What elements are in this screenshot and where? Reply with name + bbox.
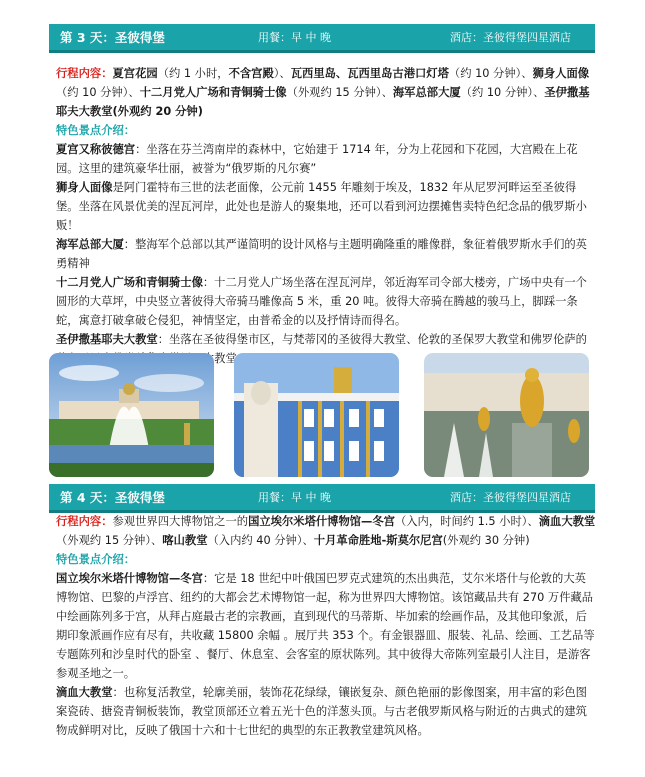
day4-itinerary-segment: 参观世界四大博物馆之一的 — [112, 515, 249, 528]
day4-feature-item — [56, 683, 596, 740]
day4-hotel: 酒店：圣彼得堡四星酒店 — [450, 491, 571, 504]
day4-itinerary-text — [56, 515, 595, 547]
day3-feature-item — [56, 273, 596, 330]
day3-itinerary-segment: （外观约 15 分钟）、 — [286, 86, 393, 99]
day4-feature-text: ：它是 18 世纪中叶俄国巴罗克式建筑的杰出典范，艾尔米塔什与伦敦的大英博物馆、巴黎的卢浮宫、纽约的大都会艺术博物馆一起，称为世界四大博物馆。该馆藏品共有 270 万件藏品中绘画陈列多于宫，从拜占庭最古老的宗教画，直到现代的马蒂斯、毕加索的绘画作品，及其他印象派，后期印象派画作应有尽有，共收藏 15800 余幅 。展厅共 353 个。有金银器皿、服装、礼品、绘画、工艺品等专题陈列和沙皇时代的卧室 、餐厅、休息室、会客室的原状陈列。其中彼得大帝陈列室最引人注目，是游客参观圣地之一。 — [56, 572, 595, 680]
day3-feature-name: 狮身人面像 — [56, 181, 113, 194]
peterhof-fountain-photo — [49, 353, 214, 477]
day4-title: 第 4 天：圣彼得堡 — [60, 490, 165, 505]
day4-meals: 用餐：早 中 晚 — [258, 491, 331, 504]
catherine-palace-photo — [234, 353, 399, 477]
day3-meals: 用餐：早 中 晚 — [258, 31, 331, 44]
day3-features-label: 特色景点介绍： — [56, 124, 136, 137]
day3-itinerary-segment: 不含宫殿 — [228, 67, 274, 80]
day4-itinerary-segment: 滴血大教堂 — [538, 515, 596, 528]
day3-feature-item — [56, 178, 596, 235]
day4-itinerary-segment: 喀山教堂 — [162, 534, 208, 547]
day4-itinerary-segment: 国立埃尔米塔什博物馆—冬宫 — [248, 515, 395, 528]
day3-itinerary-segment: 夏宫花园 — [112, 67, 158, 80]
day3-feature-text: ：坐落在芬兰湾南岸的森林中，它始建于 1714 年，分为上花园和下花园，大宫殿在上花园。这里的建筑豪华壮丽，被誉为“俄罗斯的凡尔赛” — [56, 143, 578, 175]
day3-itinerary-segment: （约 10 分钟）、 — [448, 67, 533, 80]
day3-itinerary-segment: （约 1 小时， — [157, 67, 229, 80]
day3-itinerary — [56, 64, 596, 121]
day4-itinerary — [56, 512, 596, 550]
day3-header-bar — [49, 24, 595, 53]
day3-title: 第 3 天：圣彼得堡 — [60, 30, 165, 45]
day3-features-list — [56, 140, 596, 368]
day3-itinerary-label: 行程内容： — [56, 67, 113, 80]
day3-feature-text: ：整海军个总部以其严谨简明的设计风格与主题明确隆重的雕像群，象征着俄罗斯水手们的英勇精神 — [56, 238, 587, 270]
day4-itinerary-segment: 十月革命胜地-斯莫尔尼宫 — [313, 534, 443, 547]
day4-itinerary-segment: (外观约 30 分钟) — [442, 534, 530, 547]
day4-features-list — [56, 569, 596, 740]
day3-itinerary-segment: 海军总部大厦 — [392, 86, 461, 99]
day3-feature-name: 十二月党人广场和青铜骑士像 — [56, 276, 203, 289]
photo-strip — [49, 353, 595, 477]
day4-feature-name: 滴血大教堂 — [56, 686, 113, 699]
day3-feature-text: 是阿门霍特布三世的法老面像，公元前 1455 年雕刻于埃及，1832 年从尼罗河畔运至圣彼得堡。坐落在风景优美的涅瓦河岸，此处也是游人的聚集地，还可以看到河边摆摊售卖特色纪念品的俄罗斯小贩！ — [56, 181, 587, 232]
day3-content — [56, 64, 596, 368]
day4-feature-item — [56, 569, 596, 683]
day3-itinerary-segment: （约 10 分钟）、 — [56, 86, 140, 99]
day4-features-label: 特色景点介绍： — [56, 553, 136, 566]
day3-hotel: 酒店：圣彼得堡四星酒店 — [450, 31, 571, 44]
day3-feature-name: 海军总部大厦 — [56, 238, 124, 251]
day3-feature-item — [56, 140, 596, 178]
day3-feature-text: ：坐落在圣彼得堡市区，与梵蒂冈的圣彼得大教堂、伦敦的圣保罗大教堂和佛罗伦萨的 大教堂。 — [157, 333, 587, 365]
day4-itinerary-segment: （入内，时间约 1.5 小时）、 — [394, 515, 539, 528]
day3-itinerary-segment: 圣伊撒基耶夫大教堂(外观约 20 分钟) — [56, 86, 590, 118]
day4-header-bar — [49, 484, 595, 513]
day4-itinerary-label: 行程内容： — [56, 515, 113, 528]
day4-feature-name: 国立埃尔米塔什博物馆—冬宫 — [56, 572, 203, 585]
day4-content — [56, 512, 596, 740]
day3-itinerary-segment: 瓦西里岛、瓦西里岛古港口灯塔 — [290, 67, 449, 80]
day4-itinerary-segment: （外观约 15 分钟）、 — [56, 534, 163, 547]
day4-feature-text: ：也称复活教堂，轮廓美丽，装饰花花绿绿，镶嵌复杂、颜色艳丽的影像图案，用丰富的彩色图案瓷砖、搪瓷青铜板装饰，教堂顶部还立着五光十色的洋葱头顶。与古老俄罗斯风格与附近的古典式的建筑物成鲜明对比，反映了俄国十六和十七世纪的典型的东正教教堂建筑风格。 — [56, 686, 587, 737]
day3-itinerary-segment: （约 10 分钟）、 — [460, 86, 545, 99]
day3-itinerary-segment: ）、 — [273, 67, 291, 80]
day3-feature-text: ：十二月党人广场坐落在涅瓦河岸，邻近海军司令部大楼旁，广场中央有一个圆形的大草坪，中央竖立著彼得大帝骑马雕像高 5 米，重 20 吨。彼得大帝骑在腾越的骏马上，脚踩一条蛇，寓意打破拿破仑侵犯，神情坚定，由普希金的以及抒情诗而得名。 — [56, 276, 587, 327]
day3-itinerary-segment: 十二月党人广场和青铜骑士像 — [139, 86, 287, 99]
day3-feature-name: 夏宫又称彼德宫 — [56, 143, 136, 156]
day3-feature-name: 圣伊撒基耶夫大教堂 — [56, 333, 158, 346]
day4-itinerary-segment: （入内约 40 分钟）、 — [207, 534, 314, 547]
day3-feature-item — [56, 235, 596, 273]
grand-cascade-gold-statue-photo — [424, 353, 589, 477]
day3-itinerary-text — [56, 67, 590, 118]
day3-itinerary-segment: 狮身人面像 — [532, 67, 590, 80]
